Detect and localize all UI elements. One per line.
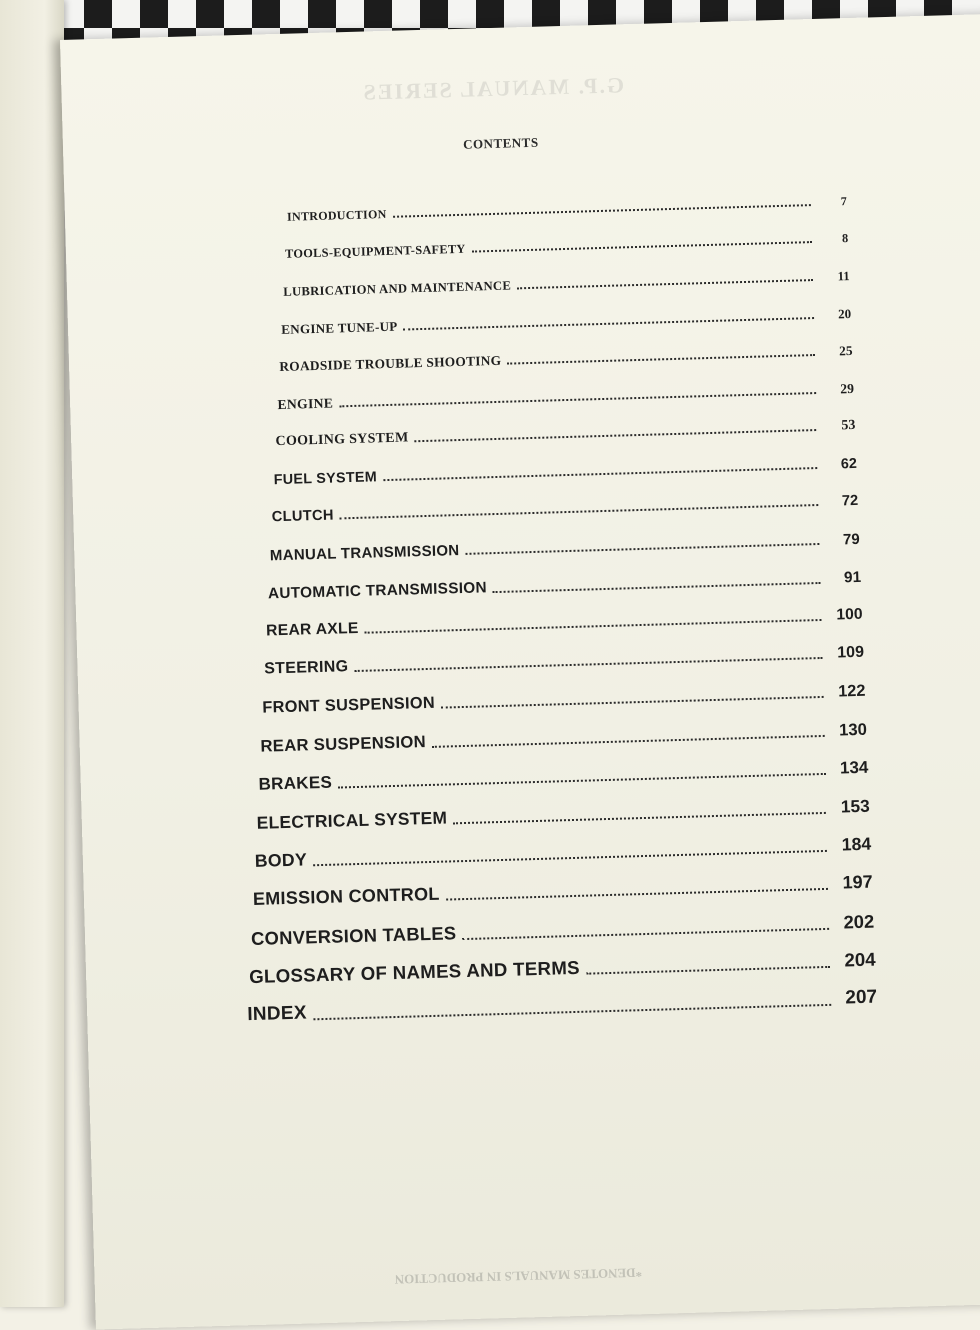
toc-entry-page: 197	[842, 872, 873, 893]
toc-entry-title: STEERING	[263, 658, 349, 678]
toc-entry	[268, 569, 862, 604]
toc-entry-page: 11	[837, 268, 850, 283]
toc-entry-title: ENGINE	[277, 395, 334, 412]
toc-entry	[258, 758, 868, 795]
toc-dot-leader	[340, 504, 819, 519]
toc-entry	[255, 834, 872, 872]
contents-heading: CONTENTS	[462, 134, 539, 152]
toc-entry	[281, 306, 851, 338]
toc-entry	[247, 987, 877, 1027]
toc-entry-title: BODY	[254, 849, 308, 872]
toc-entry-page: 202	[843, 910, 875, 933]
toc-dot-leader	[365, 619, 822, 634]
toc-dot-leader	[313, 850, 827, 866]
toc-entry-title: FRONT SUSPENSION	[262, 693, 436, 717]
toc-entry-title: REAR SUSPENSION	[260, 732, 427, 756]
toc-entry	[285, 231, 849, 262]
toc-entry-title: BRAKES	[258, 772, 333, 794]
toc-entry-page: 62	[840, 455, 858, 473]
toc-entry	[279, 343, 853, 375]
toc-entry-page: 122	[837, 681, 866, 701]
toc-dot-leader	[517, 279, 813, 289]
bleed-through-footer: *DENOTES MANUALS IN PRODUCTION	[394, 1265, 643, 1288]
toc-entry-page: 134	[839, 757, 869, 778]
toc-dot-leader	[465, 543, 819, 555]
toc-entry-page: 29	[840, 380, 855, 397]
toc-entry-title: AUTOMATIC TRANSMISSION	[267, 579, 488, 603]
toc-entry	[264, 644, 864, 679]
toc-dot-leader	[462, 927, 829, 939]
toc-entry-page: 91	[843, 568, 862, 587]
toc-dot-leader	[493, 582, 821, 593]
toc-dot-leader	[339, 392, 815, 407]
toc-entry-title: CONVERSION TABLES	[250, 921, 457, 949]
left-page-edge	[0, 0, 64, 1307]
toc-dot-leader	[383, 467, 818, 481]
toc-entry	[260, 720, 867, 757]
toc-entry-page: 53	[841, 418, 856, 434]
toc-entry-title: INDEX	[246, 1002, 308, 1026]
toc-entry	[249, 948, 876, 987]
toc-dot-leader	[393, 204, 811, 218]
toc-entry	[277, 381, 854, 413]
toc-entry-page: 153	[840, 795, 871, 817]
toc-entry-page: 130	[838, 719, 868, 740]
toc-entry-page: 109	[837, 644, 865, 662]
toc-dot-leader	[432, 735, 824, 748]
toc-entry	[262, 682, 866, 718]
toc-entry-title: FUEL SYSTEM	[273, 469, 378, 488]
toc-entry-title: INTRODUCTION	[286, 206, 387, 224]
toc-entry-title: MANUAL TRANSMISSION	[269, 542, 460, 565]
toc-entry-page: 184	[841, 833, 872, 855]
toc-entry-title: CLUTCH	[271, 507, 335, 526]
toc-entry-title: TOOLS-EQUIPMENT-SAFETY	[284, 241, 466, 262]
toc-dot-leader	[313, 1004, 831, 1020]
toc-dot-leader	[415, 429, 817, 442]
toc-dot-leader	[586, 966, 830, 975]
toc-entry-page: 7	[840, 194, 848, 209]
toc-entry	[275, 418, 855, 450]
toc-entry-title: ROADSIDE TROUBLE SHOOTING	[279, 353, 502, 375]
toc-dot-leader	[441, 696, 823, 709]
toc-dot-leader	[338, 773, 825, 789]
toc-entry-title: COOLING SYSTEM	[275, 430, 409, 450]
toc-entry	[253, 872, 873, 910]
book-page	[60, 14, 980, 1330]
toc-entry-title: ENGINE TUNE-UP	[281, 318, 398, 337]
toc-dot-leader	[507, 354, 814, 365]
toc-entry-page: 204	[844, 948, 876, 971]
toc-entry-page: 79	[842, 530, 860, 549]
toc-dot-leader	[453, 812, 826, 824]
toc-entry-title: ELECTRICAL SYSTEM	[256, 807, 448, 833]
toc-dot-leader	[446, 888, 829, 901]
toc-entry-page: 72	[841, 493, 859, 510]
toc-entry	[256, 796, 870, 834]
toc-entry-page: 25	[838, 343, 853, 359]
toc-entry	[251, 910, 875, 949]
toc-dot-leader	[404, 317, 814, 330]
toc-entry-page: 8	[841, 231, 849, 246]
toc-entry	[287, 194, 847, 225]
toc-entry	[273, 456, 857, 488]
bleed-through-series-heading: G.P. MANUAL SERIES	[361, 72, 625, 105]
toc-entry-title: REAR AXLE	[265, 620, 359, 640]
toc-dot-leader	[354, 657, 822, 672]
toc-entry-title: GLOSSARY OF NAMES AND TERMS	[248, 956, 581, 987]
toc-entry-title: EMISSION CONTROL	[252, 884, 440, 910]
toc-entry-page: 207	[845, 986, 878, 1009]
toc-entry-page: 100	[836, 606, 863, 625]
toc-entry	[283, 269, 850, 300]
toc-entry	[270, 531, 860, 564]
toc-entry-page: 20	[837, 305, 852, 322]
toc-dot-leader	[472, 241, 812, 252]
toc-entry-title: LUBRICATION AND MAINTENANCE	[283, 278, 512, 299]
toc-entry	[272, 493, 859, 525]
toc-entry	[266, 606, 863, 641]
